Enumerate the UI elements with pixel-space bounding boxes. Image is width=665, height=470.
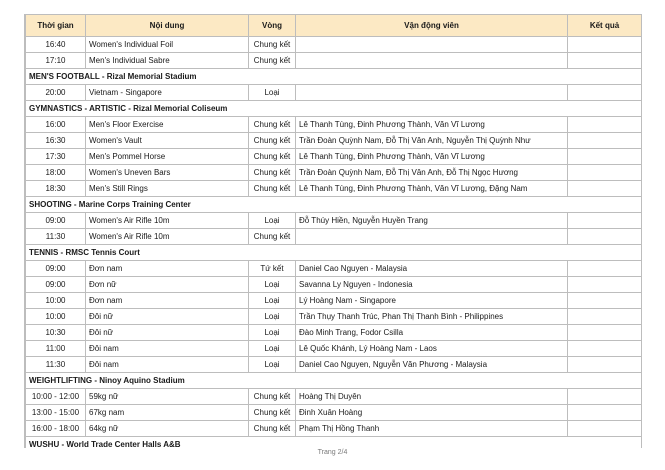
row-result [568, 309, 642, 325]
row-athletes: Lê Thanh Tùng, Đinh Phương Thành, Văn Vĩ Lương, Đặng Nam [296, 181, 568, 197]
table-row [26, 165, 642, 181]
row-round: Chung kết [249, 229, 296, 245]
header-event: Nội dung [86, 15, 249, 37]
row-event: Đôi nữ [86, 309, 249, 325]
row-time: 20:00 [26, 85, 86, 101]
section-tennis [26, 245, 642, 261]
row-time: 10:00 - 12:00 [26, 389, 86, 405]
section-weightlifting [26, 373, 642, 389]
table-row [26, 309, 642, 325]
row-event: 59kg nữ [86, 389, 249, 405]
row-time: 18:30 [26, 181, 86, 197]
table-row [26, 181, 642, 197]
table-row [26, 213, 642, 229]
row-event: Women's Vault [86, 133, 249, 149]
row-round: Loại [249, 357, 296, 373]
table-row [26, 293, 642, 309]
table-row [26, 37, 642, 53]
table-row [26, 357, 642, 373]
row-event: Women's Air Rifle 10m [86, 229, 249, 245]
header-athletes: Vận động viên [296, 15, 568, 37]
row-athletes: Trần Thụy Thanh Trúc, Phan Thị Thanh Bình - Philippines [296, 309, 568, 325]
row-event: Đôi nam [86, 341, 249, 357]
row-event: Men's Floor Exercise [86, 117, 249, 133]
row-time: 09:00 [26, 261, 86, 277]
row-result [568, 421, 642, 437]
row-round: Chung kết [249, 133, 296, 149]
table-row [26, 229, 642, 245]
section-title: WUSHU - World Trade Center Halls A&B [26, 437, 642, 449]
row-round: Loại [249, 325, 296, 341]
section-football [26, 69, 642, 85]
section-title: MEN'S FOOTBALL - Rizal Memorial Stadium [26, 69, 642, 85]
row-event: Đôi nữ [86, 325, 249, 341]
row-round: Chung kết [249, 37, 296, 53]
row-time: 17:30 [26, 149, 86, 165]
row-round: Chung kết [249, 389, 296, 405]
section-shooting [26, 197, 642, 213]
row-result [568, 149, 642, 165]
row-athletes: Lê Quốc Khánh, Lý Hoàng Nam - Laos [296, 341, 568, 357]
table-row [26, 133, 642, 149]
row-athletes [296, 85, 568, 101]
row-result [568, 53, 642, 69]
row-time: 10:00 [26, 309, 86, 325]
row-event: Đơn nam [86, 293, 249, 309]
row-result [568, 389, 642, 405]
row-time: 10:00 [26, 293, 86, 309]
table-row [26, 261, 642, 277]
row-round: Loại [249, 85, 296, 101]
row-time: 11:30 [26, 357, 86, 373]
row-athletes [296, 229, 568, 245]
row-athletes: Lê Thanh Tùng, Đinh Phương Thành, Văn Vĩ Lương [296, 117, 568, 133]
row-athletes: Daniel Cao Nguyen - Malaysia [296, 261, 568, 277]
table-row [26, 325, 642, 341]
row-athletes: Hoàng Thị Duyên [296, 389, 568, 405]
row-event: Women's Individual Foil [86, 37, 249, 53]
row-athletes: Lý Hoàng Nam - Singapore [296, 293, 568, 309]
row-result [568, 357, 642, 373]
row-event: Men's Individual Sabre [86, 53, 249, 69]
section-gymnastics [26, 101, 642, 117]
row-round: Chung kết [249, 405, 296, 421]
row-round: Loại [249, 213, 296, 229]
row-round: Chung kết [249, 117, 296, 133]
section-title: GYMNASTICS - ARTISTIC - Rizal Memorial Coliseum [26, 101, 642, 117]
header-time: Thời gian [26, 15, 86, 37]
row-event: Men's Still Rings [86, 181, 249, 197]
row-result [568, 165, 642, 181]
table-row [26, 149, 642, 165]
row-time: 09:00 [26, 213, 86, 229]
row-time: 11:00 [26, 341, 86, 357]
row-athletes: Trần Đoàn Quỳnh Nam, Đỗ Thị Vân Anh, Nguyễn Thị Quỳnh Như [296, 133, 568, 149]
row-result [568, 229, 642, 245]
row-athletes: Savanna Ly Nguyen - Indonesia [296, 277, 568, 293]
row-round: Chung kết [249, 165, 296, 181]
row-athletes: Trần Đoàn Quỳnh Nam, Đỗ Thị Vân Anh, Đỗ Thị Ngọc Hương [296, 165, 568, 181]
row-event: 64kg nữ [86, 421, 249, 437]
row-time: 17:10 [26, 53, 86, 69]
row-event: Women's Uneven Bars [86, 165, 249, 181]
table-header-row [26, 15, 642, 37]
table-row [26, 405, 642, 421]
row-result [568, 181, 642, 197]
section-wushu [26, 437, 642, 449]
row-athletes: Daniel Cao Nguyen, Nguyễn Văn Phương - Malaysia [296, 357, 568, 373]
table-row [26, 53, 642, 69]
row-result [568, 405, 642, 421]
section-title: SHOOTING - Marine Corps Training Center [26, 197, 642, 213]
table-row [26, 85, 642, 101]
row-time: 09:00 [26, 277, 86, 293]
row-athletes: Phạm Thị Hồng Thanh [296, 421, 568, 437]
row-event: Đơn nam [86, 261, 249, 277]
row-round: Loại [249, 293, 296, 309]
row-round: Chung kết [249, 53, 296, 69]
table-row [26, 341, 642, 357]
row-event: 67kg nam [86, 405, 249, 421]
table-row [26, 117, 642, 133]
row-result [568, 325, 642, 341]
row-result [568, 37, 642, 53]
row-event: Đơn nữ [86, 277, 249, 293]
row-athletes [296, 53, 568, 69]
row-result [568, 341, 642, 357]
row-time: 16:30 [26, 133, 86, 149]
section-title: TENNIS - RMSC Tennis Court [26, 245, 642, 261]
row-result [568, 133, 642, 149]
row-event: Women's Air Rifle 10m [86, 213, 249, 229]
table-row [26, 277, 642, 293]
row-result [568, 213, 642, 229]
table-row [26, 421, 642, 437]
page-number: Trang 2/4 [317, 449, 348, 456]
row-result [568, 261, 642, 277]
header-round: Vòng [249, 15, 296, 37]
row-event: Đôi nam [86, 357, 249, 373]
schedule-page [24, 14, 642, 448]
row-result [568, 117, 642, 133]
table-row [26, 389, 642, 405]
row-round: Loại [249, 341, 296, 357]
row-result [568, 293, 642, 309]
row-athletes: Đỗ Thúy Hiền, Nguyễn Huyền Trang [296, 213, 568, 229]
row-athletes: Đinh Xuân Hoàng [296, 405, 568, 421]
row-event: Men's Pommel Horse [86, 149, 249, 165]
row-time: 13:00 - 15:00 [26, 405, 86, 421]
row-round: Chung kết [249, 149, 296, 165]
row-time: 16:40 [26, 37, 86, 53]
row-time: 16:00 [26, 117, 86, 133]
row-time: 18:00 [26, 165, 86, 181]
row-round: Chung kết [249, 421, 296, 437]
row-result [568, 277, 642, 293]
row-time: 16:00 - 18:00 [26, 421, 86, 437]
row-athletes: Lê Thanh Tùng, Đinh Phương Thành, Văn Vĩ Lương [296, 149, 568, 165]
row-athletes [296, 37, 568, 53]
schedule-table [25, 14, 642, 448]
section-title: WEIGHTLIFTING - Ninoy Aquino Stadium [26, 373, 642, 389]
row-event: Vietnam - Singapore [86, 85, 249, 101]
row-round: Tứ kết [249, 261, 296, 277]
row-time: 10:30 [26, 325, 86, 341]
row-time: 11:30 [26, 229, 86, 245]
row-athletes: Đào Minh Trang, Fodor Csilla [296, 325, 568, 341]
row-round: Loại [249, 309, 296, 325]
header-result: Kết quả [568, 15, 642, 37]
row-round: Chung kết [249, 181, 296, 197]
row-result [568, 85, 642, 101]
row-round: Loại [249, 277, 296, 293]
